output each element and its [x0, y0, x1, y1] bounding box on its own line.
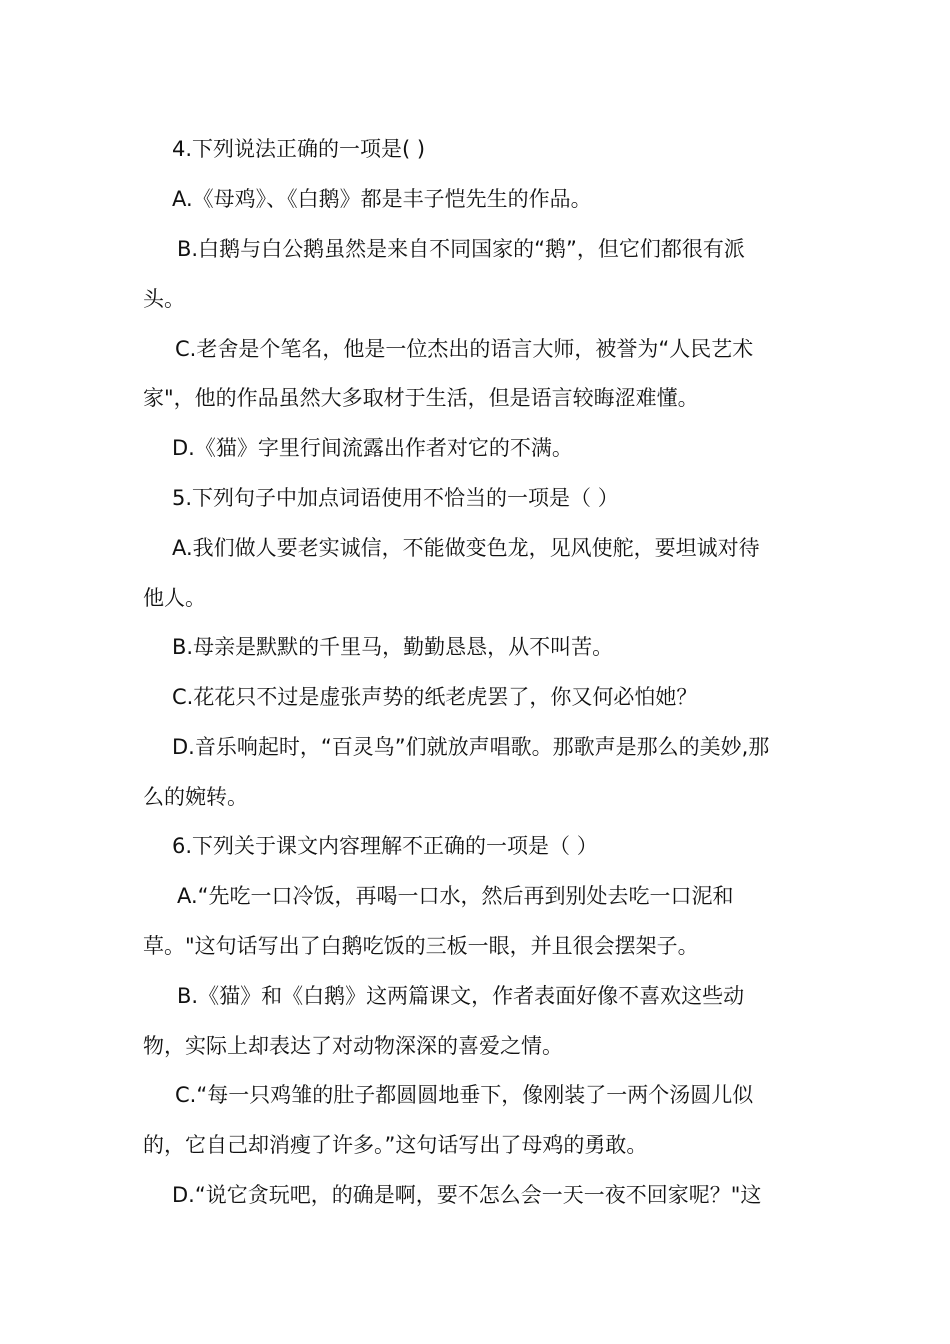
question-5-option-a: A.我们做人要老实诚信，不能做变色龙，见风使舵，要坦诚对待 [172, 536, 760, 560]
question-4-option-c-cont: 家"，他的作品虽然大多取材于生活，但是语言较晦涩难懂。 [143, 386, 699, 410]
question-4-option-a: A.《母鸡》、《白鹅》都是丰子恺先生的作品。 [172, 187, 592, 211]
question-4-stem: 4.下列说法正确的一项是( ) [172, 137, 426, 161]
question-6-option-b-cont: 物，实际上却表达了对动物深深的喜爱之情。 [143, 1034, 563, 1058]
question-6-option-b: B.《猫》和《白鹅》这两篇课文，作者表面好像不喜欢这些动 [177, 984, 745, 1008]
question-5-option-d: D.音乐响起时，“百灵鸟”们就放声唱歌。那歌声是那么的美妙,那 [172, 735, 770, 759]
question-6-option-a-cont: 草。"这句话写出了白鹅吃饭的三板一眼，并且很会摆架子。 [143, 934, 699, 958]
question-4-option-d: D.《猫》字里行间流露出作者对它的不满。 [172, 436, 573, 460]
question-4-option-b: B.白鹅与白公鹅虽然是来自不同国家的“鹅”，但它们都很有派 [177, 237, 745, 261]
question-5-option-c: C.花花只不过是虚张声势的纸老虎罢了，你又何必怕她？ [172, 685, 698, 709]
question-6-stem: 6.下列关于课文内容理解不正确的一项是（ ） [172, 834, 598, 858]
question-5-stem: 5.下列句子中加点词语使用不恰当的一项是（ ） [172, 486, 619, 510]
question-4-option-c: C.老舍是个笔名，他是一位杰出的语言大师，被誉为“人民艺术 [175, 337, 754, 361]
question-5-option-b: B.母亲是默默的千里马，勤勤恳恳，从不叫苦。 [172, 635, 614, 659]
question-6-option-c: C.“每一只鸡雏的肚子都圆圆地垂下，像刚装了一两个汤圆儿似 [175, 1083, 754, 1107]
question-6-option-c-cont: 的，它自己却消瘦了许多。”这句话写出了母鸡的勇敢。 [143, 1133, 648, 1157]
question-4-option-b-cont: 头。 [143, 287, 185, 311]
question-5-option-d-cont: 么的婉转。 [143, 785, 248, 809]
question-6-option-d: D.“说它贪玩吧，的确是啊，要不怎么会一天一夜不回家呢？"这 [172, 1183, 762, 1207]
question-6-option-a: A.“先吃一口冷饭，再喝一口水，然后再到别处去吃一口泥和 [177, 884, 734, 908]
question-5-option-a-cont: 他人。 [143, 586, 206, 610]
